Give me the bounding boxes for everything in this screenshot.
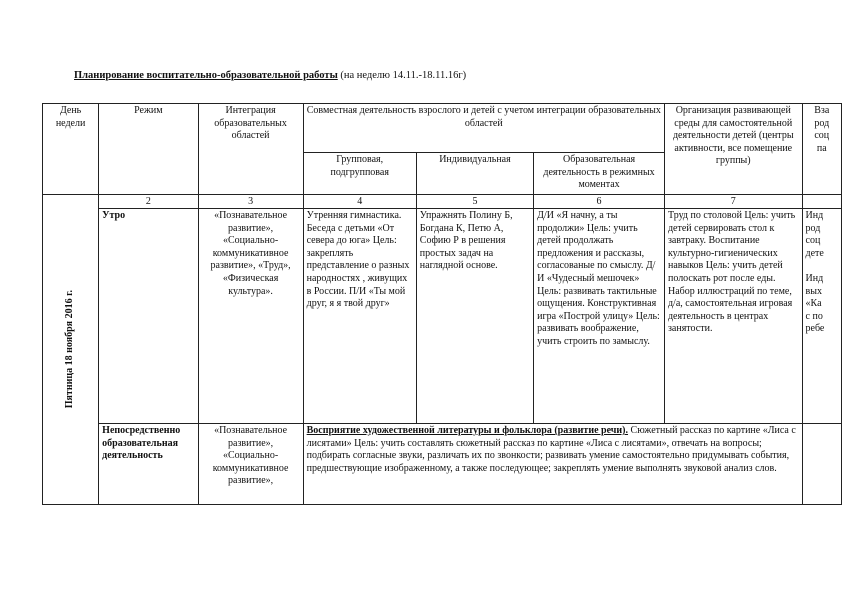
header-individual: Индивидуальная bbox=[416, 153, 533, 195]
header-integration: Интеграция образовательных областей bbox=[198, 104, 303, 195]
col-number-2: 2 bbox=[99, 195, 198, 209]
plan-table bbox=[42, 103, 842, 505]
header-mode: Режим bbox=[99, 104, 198, 195]
morning-col8: Инд род соц дете Инд вых «Ка с по ребе bbox=[802, 209, 841, 424]
header-regime-moments: Образовательная деятельность в режимных моментах bbox=[534, 153, 665, 195]
col-number-6: 6 bbox=[534, 195, 665, 209]
col-number-7: 7 bbox=[664, 195, 802, 209]
direct-activity bbox=[303, 424, 802, 505]
direct-mode: Непосредственно образовательная деятельность bbox=[99, 424, 198, 505]
col-number-4: 4 bbox=[303, 195, 416, 209]
header-group: Групповая, подгрупповая bbox=[303, 153, 416, 195]
morning-integration: «Познавательное развитие», «Социально-коммуникативное развитие», «Труд», «Физическая культура». bbox=[198, 209, 303, 424]
header-environment: Организация развивающей среды для самостоятельной деятельности детей (центры активности, все помещение группы) bbox=[664, 104, 802, 195]
morning-environment: Труд по столовой Цель: учить детей сервировать стол к завтраку. Воспитание культурно-гигиенических навыков Цель: учить детей полоскать рот после еды. Набор иллюстраций по теме, д/а, самостоятельная игровая деятельность в центрах занятости. bbox=[664, 209, 802, 424]
morning-regime: Д/И «Я начну, а ты продолжи» Цель: учить детей продолжать предложения и рассказы, согласованые по смыслу. Д/И «Чудесный мешочек» Цель: развивать тактильные ощущения. Конструктивная игра «Построй улицу» Цель: развивать воображение, учить строить по замыслу. bbox=[534, 209, 665, 424]
direct-activity-text: Сюжетный рассказ по картине «Лиса с лисятами» Цель: учить составлять сюжетный рассказ по картине «Лиса с лисятами», отвечать на вопросы; подбирать согласные звуки, различать их по звонкости; развивать умение самостоятельно придумывать события, предшествующие изображенному, а также последующее; закреплять умение выполнять звуковой анализ слов. bbox=[306, 425, 796, 474]
heading-bold: Планирование воспитательно-образовательной работы bbox=[74, 70, 338, 81]
header-day: День недели bbox=[43, 104, 99, 195]
header-col8: Вза род соц па bbox=[802, 104, 841, 195]
day-cell bbox=[43, 195, 99, 505]
morning-mode: Утро bbox=[99, 209, 198, 424]
morning-individual: Упражнять Полину Б, Богдана К, Петю А, Софию Р в решения простых задач на наглядной основе. bbox=[416, 209, 533, 424]
direct-activity-title: Восприятие художественной литературы и фольклора (развитие речи). bbox=[306, 425, 629, 436]
col-number-5: 5 bbox=[416, 195, 533, 209]
header-joint-activity: Совместная деятельность взрослого и детей с учетом интеграции образовательных областей bbox=[303, 104, 664, 153]
col-number-8 bbox=[802, 195, 841, 209]
page-heading bbox=[74, 70, 466, 81]
direct-col8 bbox=[802, 424, 841, 505]
day-label: Пятница 18 ноября 2016 г. bbox=[64, 290, 76, 409]
heading-rest: (на неделю 14.11.-18.11.16г) bbox=[337, 70, 467, 81]
col-number-3: 3 bbox=[198, 195, 303, 209]
direct-integration: «Познавательное развитие», «Социально-коммуникативное развитие», bbox=[198, 424, 303, 505]
morning-group: Утренняя гимнастика. Беседа с детьми «От севера до юга» Цель: закреплять представление о разных народностях , живущих в России. П/И «Ты мой друг, я я твой друг» bbox=[303, 209, 416, 424]
